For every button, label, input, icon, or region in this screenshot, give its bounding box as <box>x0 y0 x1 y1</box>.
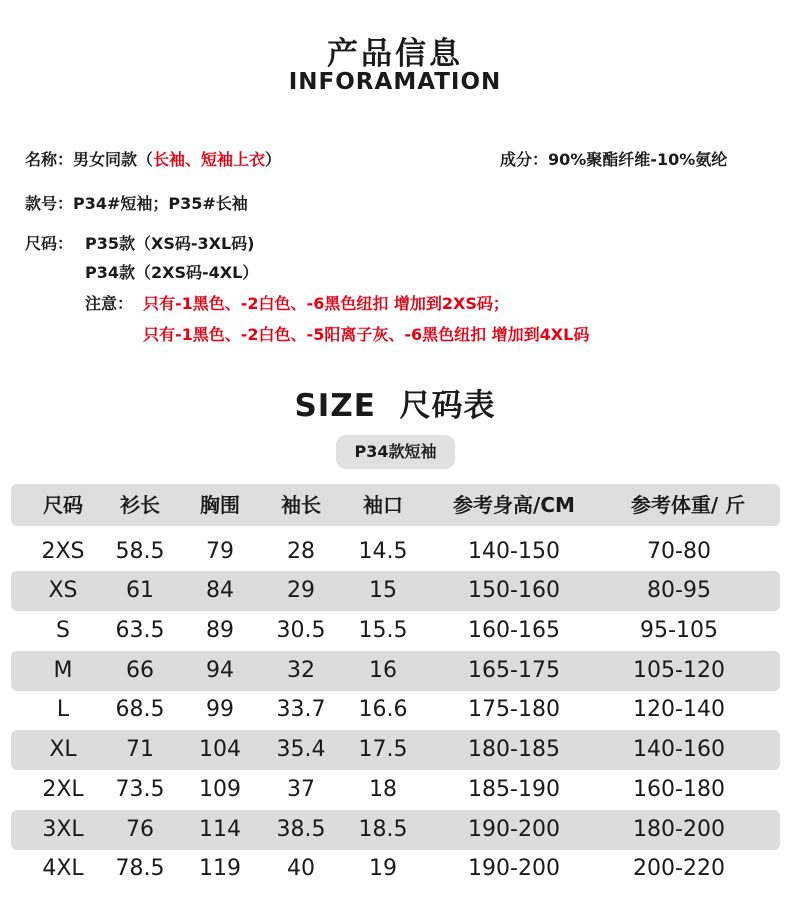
product-name-label: 名称： <box>25 150 74 169</box>
size-table-header <box>11 484 780 526</box>
header-chest: 胸围 <box>200 493 240 517</box>
header-height: 参考身高/CM <box>453 493 575 517</box>
cell-size: M <box>53 658 73 683</box>
cell-cuff: 19 <box>369 856 397 881</box>
cell-size: 3XL <box>42 817 84 842</box>
cell-length: 73.5 <box>115 777 165 802</box>
cell-sleeve-length: 33.7 <box>276 697 326 722</box>
cell-length: 63.5 <box>115 618 165 643</box>
cell-weight: 105-120 <box>633 658 725 683</box>
cell-size: 2XL <box>42 777 84 802</box>
header-sleeve-length: 袖长 <box>281 493 321 517</box>
cell-weight: 180-200 <box>633 817 725 842</box>
product-name-highlight: 长袖、短袖上衣 <box>153 150 266 169</box>
cell-chest: 89 <box>206 618 234 643</box>
cell-length: 58.5 <box>115 539 165 564</box>
cell-height: 180-185 <box>468 737 560 762</box>
cell-length: 71 <box>126 737 154 762</box>
size-chart-title: SIZE 尺码表 <box>294 388 496 424</box>
table-row <box>11 770 780 810</box>
cell-chest: 119 <box>199 856 241 881</box>
product-info-subtitle: INFORAMATION <box>288 69 502 95</box>
note-line-2: 只有-1黑色、-2白色、-5阳离子灰、-6黑色纽扣 增加到4XL码 <box>143 325 590 344</box>
cell-length: 61 <box>126 578 154 603</box>
cell-weight: 200-220 <box>633 856 725 881</box>
cell-size: 2XS <box>41 539 85 564</box>
header-length: 衫长 <box>120 493 160 517</box>
cell-height: 165-175 <box>468 658 560 683</box>
cell-sleeve-length: 32 <box>287 658 315 683</box>
cell-cuff: 17.5 <box>358 737 408 762</box>
cell-sleeve-length: 28 <box>287 539 315 564</box>
size-chart-badge: P34款短袖 <box>336 435 455 469</box>
table-row <box>11 611 780 651</box>
cell-chest: 94 <box>206 658 234 683</box>
cell-size: S <box>56 618 70 643</box>
cell-cuff: 18.5 <box>358 817 408 842</box>
cell-chest: 84 <box>206 578 234 603</box>
table-row <box>11 532 780 572</box>
cell-size: 4XL <box>42 856 84 881</box>
product-name <box>25 147 281 170</box>
cell-weight: 160-180 <box>633 777 725 802</box>
cell-cuff: 15 <box>369 578 397 603</box>
cell-sleeve-length: 30.5 <box>276 618 326 643</box>
note-line-1: 只有-1黑色、-2白色、-6黑色纽扣 增加到2XS码； <box>143 294 509 313</box>
header-weight: 参考体重/ 斤 <box>630 493 746 517</box>
cell-length: 66 <box>126 658 154 683</box>
cell-weight: 70-80 <box>647 539 711 564</box>
cell-weight: 120-140 <box>633 697 725 722</box>
cell-height: 160-165 <box>468 618 560 643</box>
table-row <box>11 571 780 611</box>
table-row <box>11 651 780 691</box>
cell-length: 68.5 <box>115 697 165 722</box>
cell-sleeve-length: 37 <box>287 777 315 802</box>
cell-chest: 79 <box>206 539 234 564</box>
table-row <box>11 849 780 889</box>
size-range-p34: P34款（2XS码-4XL） <box>85 263 259 282</box>
style-number: 款号：P34#短袖；P35#长袖 <box>25 194 248 213</box>
table-row <box>11 810 780 850</box>
header-size: 尺码 <box>43 493 83 517</box>
cell-height: 190-200 <box>468 856 560 881</box>
cell-chest: 99 <box>206 697 234 722</box>
table-row <box>11 730 780 770</box>
cell-cuff: 16 <box>369 658 397 683</box>
cell-height: 175-180 <box>468 697 560 722</box>
cell-sleeve-length: 35.4 <box>276 737 326 762</box>
cell-length: 78.5 <box>115 856 165 881</box>
cell-chest: 109 <box>199 777 241 802</box>
product-name-suffix: ） <box>265 150 282 169</box>
cell-size: XS <box>48 578 78 603</box>
cell-size: XL <box>49 737 77 762</box>
cell-height: 150-160 <box>468 578 560 603</box>
cell-height: 190-200 <box>468 817 560 842</box>
cell-sleeve-length: 29 <box>287 578 315 603</box>
cell-cuff: 15.5 <box>358 618 408 643</box>
product-name-prefix: 男女同款（ <box>73 150 154 169</box>
cell-length: 76 <box>126 817 154 842</box>
cell-cuff: 18 <box>369 777 397 802</box>
cell-sleeve-length: 40 <box>287 856 315 881</box>
cell-height: 140-150 <box>468 539 560 564</box>
cell-weight: 95-105 <box>640 618 718 643</box>
cell-chest: 114 <box>199 817 241 842</box>
cell-weight: 140-160 <box>633 737 725 762</box>
size-range-p35: P35款（XS码-3XL码) <box>85 234 255 253</box>
cell-height: 185-190 <box>468 777 560 802</box>
table-row <box>11 690 780 730</box>
cell-sleeve-length: 38.5 <box>276 817 326 842</box>
product-info-title: 产品信息 <box>327 36 463 72</box>
cell-size: L <box>56 697 70 722</box>
cell-weight: 80-95 <box>647 578 711 603</box>
cell-chest: 104 <box>199 737 241 762</box>
note-label: 注意： <box>85 294 134 313</box>
header-cuff: 袖口 <box>363 493 403 517</box>
composition: 成分：90%聚酯纤维-10%氨纶 <box>500 150 728 169</box>
cell-cuff: 16.6 <box>358 697 408 722</box>
cell-cuff: 14.5 <box>358 539 408 564</box>
size-range-label: 尺码： <box>25 234 74 253</box>
